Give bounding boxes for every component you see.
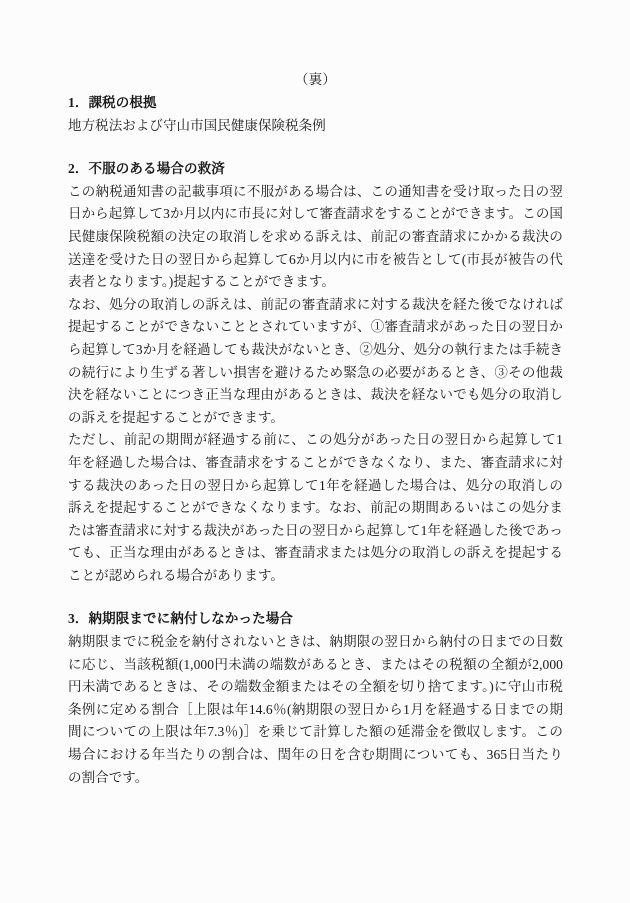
section-paragraph: ただし、前記の期間が経過する前に、この処分があった日の翌日から起算して1年を経過した場合は、審査請求をすることができなくなり、また、審査請求に対する裁決のあった日の翌日から起算して1年を経過した場合は、処分の取消しの訴えを提起することができなくなります。なお、前記の期間あるいはこの処分または審査請求に対する裁決があった日の翌日から起算して1年を経過した後であっても、正当な理由があるときは、審査請求または処分の取消しの訴えを提起することが認められる場合があります。 (68, 432, 563, 583)
section-late-payment (68, 608, 563, 789)
section-paragraph: なお、処分の取消しの訴えは、前記の審査請求に対する裁決を経た後でなければ提起することができないこととされていますが、①審査請求があった日の翌日から起算して3か月を経過しても裁決がないとき、②処分、処分の執行または手続きの続行により生ずる著しい損害を避けるため緊急の必要があるとき、③その他裁決を経ないことにつき正当な理由があるときは、裁決を経ないでも処分の取消しの訴えを提起することができます。 (68, 296, 563, 425)
section-taxation-basis (68, 92, 563, 137)
section-appeal-remedy (68, 158, 563, 587)
section-heading: 2．不服のある場合の救済 (68, 161, 225, 177)
section-paragraph: この納税通知書の記載事項に不服がある場合は、この通知書を受け取った日の翌日から起算して3か月以内に市長に対して審査請求をすることができます。この国民健康保険税額の決定の取消しを求める訴えは、前記の審査請求にかかる裁決の送達を受けた日の翌日から起算して6か月以内に市を被告として(市長が被告の代表者となります。)提起することができます。 (68, 183, 563, 290)
section-heading: 1．課税の根拠 (68, 95, 157, 110)
section-paragraph: 地方税法および守山市国民健康保険税条例 (68, 117, 326, 133)
section-paragraph: 納期限までに税金を納付されないときは、納期限の翌日から納付の日までの日数に応じ、当該税額(1,000円未満の端数があるとき、またはその税額の全額が2,000円未満であるときは、その端数金額またはその全額を切り捨てます。)に守山市税条例に定める割合［上限は年14.6％(納期限の翌日から1月を経過する日までの期間についての上限は年7.3％)］を乗じて計算した額の延滞金を徴収します。この場合における年当たりの割合は、閏年の日を含む期間についても、365日当たりの割合です。 (68, 634, 563, 785)
section-heading: 3．納期限までに納付しなかった場合 (68, 611, 294, 627)
page-side-marker: （裏） (294, 72, 337, 87)
